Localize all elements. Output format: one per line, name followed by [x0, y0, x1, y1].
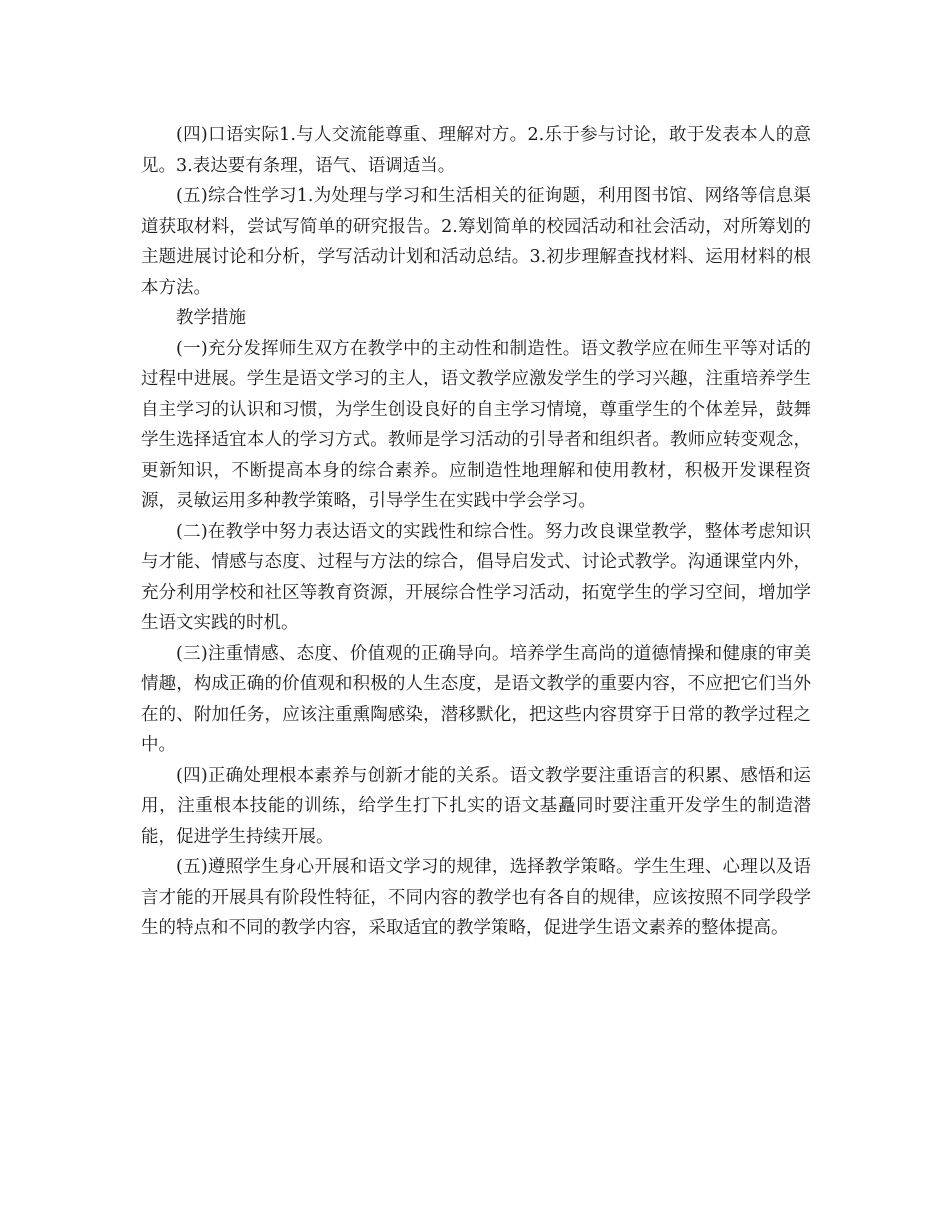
paragraph-measure-4: (四)正确处理根本素养与创新才能的关系。语文教学要注重语言的积累、感悟和运用，注重根本技能的训练，给学生打下扎实的语文基矗同时要注重开发学生的制造潜能，促进学生持续开展。 — [141, 765, 811, 847]
paragraph-comprehensive-learning: (五)综合性学习1.为处理与学习和生活相关的征询题，利用图书馆、网络等信息渠道获取材料，尝试写简单的研究报告。2.筹划简单的校园活动和社会活动，对所筹划的主题进展讨论和分析，学写活动计划和活动总结。3.初步理解查找材料、运用材料的根本方法。 — [141, 186, 811, 298]
paragraph-measure-1: (一)充分发挥师生双方在教学中的主动性和制造性。语文教学应在师生平等对话的过程中进展。学生是语文学习的主人，语文教学应激发学生的学习兴趣，注重培养学生自主学习的认识和习惯，为学生创设良好的自主学习情境，尊重学生的个体差异，鼓舞学生选择适宜本人的学习方式。教师是学习活动的引导者和组织者。教师应转变观念，更新知识，不断提高本身的综合素养。应制造性地理解和使用教材，积极开发课程资源，灵敏运用多种教学策略，引导学生在实践中学会学习。 — [141, 338, 811, 511]
paragraph-measure-2: (二)在教学中努力表达语文的实践性和综合性。努力改良课堂教学，整体考虑知识与才能、情感与态度、过程与方法的综合，倡导启发式、讨论式教学。沟通课堂内外，充分利用学校和社区等教育资源，开展综合性学习活动，拓宽学生的学习空间，增加学生语文实践的时机。 — [141, 521, 811, 633]
paragraph-measure-5: (五)遵照学生身心开展和语文学习的规律，选择教学策略。学生生理、心理以及语言才能的开展具有阶段性特征，不同内容的教学也有各自的规律，应该按照不同学段学生的特点和不同的教学内容，采取适宜的教学策略，促进学生语文素养的整体提高。 — [141, 857, 811, 938]
document-body — [141, 120, 811, 944]
paragraph-oral-practice: (四)口语实际1.与人交流能尊重、理解对方。2.乐于参与讨论，敢于发表本人的意见。3.表达要有条理，语气、语调适当。 — [141, 125, 811, 176]
section-heading-teaching-measures: 教学措施 — [176, 308, 246, 328]
paragraph-measure-3: (三)注重情感、态度、价值观的正确导向。培养学生高尚的道德情操和健康的审美情趣，构成正确的价值观和积极的人生态度，是语文教学的重要内容，不应把它们当外在的、附加任务，应该注重熏陶感染，潜移默化，把这些内容贯穿于日常的教学过程之中。 — [141, 643, 811, 755]
